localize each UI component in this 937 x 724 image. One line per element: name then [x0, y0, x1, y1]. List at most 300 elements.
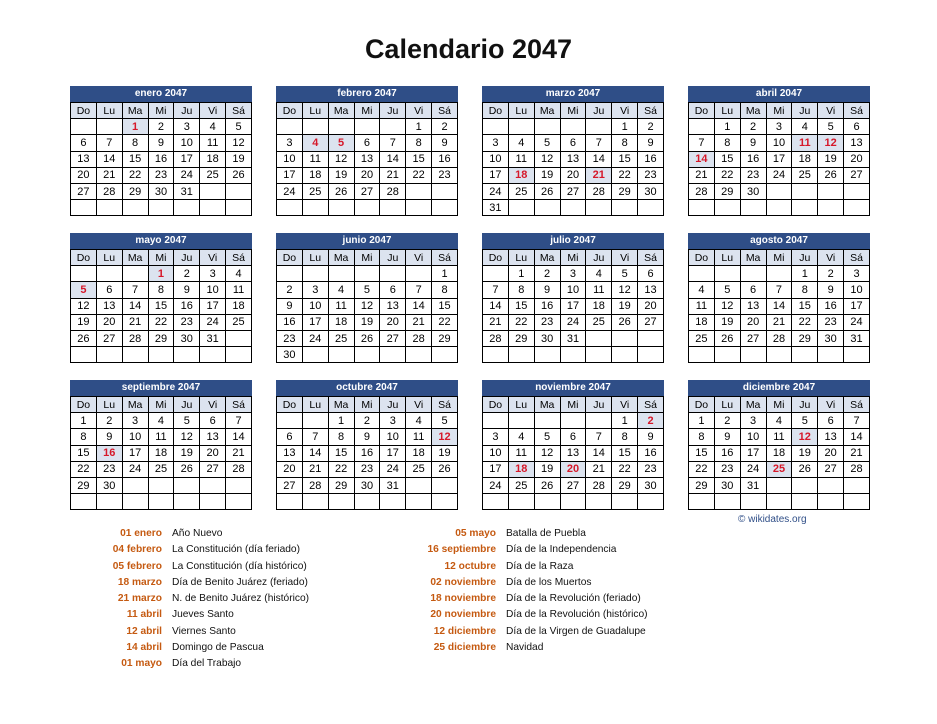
empty-cell: [534, 413, 560, 429]
day-cell: 3: [766, 119, 792, 135]
empty-cell: [792, 200, 818, 216]
day-cell: 17: [380, 445, 406, 461]
empty-cell: [200, 477, 226, 493]
holiday-date: 12 diciembre: [433, 625, 496, 637]
day-cell: 18: [302, 167, 328, 183]
day-cell: 19: [174, 445, 200, 461]
day-cell: 1: [432, 266, 458, 282]
empty-cell: [277, 494, 303, 510]
holiday-name: Batalla de Puebla: [506, 528, 586, 539]
holiday-row: [396, 528, 648, 544]
day-cell: 7: [586, 429, 612, 445]
day-cell: 21: [122, 314, 148, 330]
day-cell: 26: [354, 330, 380, 346]
empty-cell: [226, 200, 252, 216]
day-cell: 3: [200, 266, 226, 282]
day-cell: 13: [740, 298, 766, 314]
holiday-date: 01 mayo: [121, 658, 162, 670]
month-header: enero 2047: [70, 86, 252, 102]
empty-cell: [534, 494, 560, 510]
holiday-name: Día de la Revolución (feriado): [506, 593, 641, 605]
day-cell: 12: [174, 429, 200, 445]
month-table: [276, 102, 458, 216]
weekday-header: Ma: [122, 397, 148, 413]
weekday-header: Ju: [174, 397, 200, 413]
day-cell: 28: [380, 183, 406, 199]
day-cell: 6: [560, 135, 586, 151]
day-cell: 30: [174, 330, 200, 346]
day-cell: 6: [277, 429, 303, 445]
day-cell: 27: [844, 167, 870, 183]
weekday-header: Vi: [612, 397, 638, 413]
day-cell: 12: [328, 151, 354, 167]
empty-cell: [560, 494, 586, 510]
month-block: [482, 86, 664, 216]
day-cell: 8: [328, 429, 354, 445]
day-cell: 7: [844, 413, 870, 429]
day-cell: 5: [714, 282, 740, 298]
empty-cell: [483, 347, 509, 363]
day-cell: 25: [406, 461, 432, 477]
day-cell: 22: [432, 314, 458, 330]
day-cell: 19: [612, 298, 638, 314]
weekday-header: Sá: [432, 103, 458, 119]
day-cell: 3: [174, 119, 200, 135]
day-cell: 23: [174, 314, 200, 330]
day-cell: 26: [226, 167, 252, 183]
empty-cell: [612, 347, 638, 363]
day-cell: 28: [766, 330, 792, 346]
day-cell: 23: [818, 314, 844, 330]
empty-cell: [714, 347, 740, 363]
day-cell: 13: [560, 445, 586, 461]
day-cell: 2: [277, 282, 303, 298]
day-cell: 6: [844, 119, 870, 135]
day-cell: 18: [689, 314, 715, 330]
day-cell: 18: [200, 151, 226, 167]
day-cell: 5: [534, 429, 560, 445]
day-cell: 1: [71, 413, 97, 429]
empty-cell: [122, 200, 148, 216]
day-cell: 9: [714, 429, 740, 445]
day-cell: 27: [740, 330, 766, 346]
day-cell: 10: [483, 445, 509, 461]
empty-cell: [818, 477, 844, 493]
empty-cell: [792, 477, 818, 493]
day-cell: 30: [96, 477, 122, 493]
day-cell: 23: [714, 461, 740, 477]
empty-cell: [818, 347, 844, 363]
empty-cell: [406, 347, 432, 363]
empty-cell: [766, 494, 792, 510]
empty-cell: [380, 494, 406, 510]
credit-link[interactable]: © wikidates.org: [738, 514, 807, 525]
day-cell: 14: [406, 298, 432, 314]
weekday-header: Mi: [354, 103, 380, 119]
weekday-header: Ma: [328, 397, 354, 413]
day-cell: 1: [328, 413, 354, 429]
weekday-header: Ma: [534, 250, 560, 266]
month-header: marzo 2047: [482, 86, 664, 102]
day-cell: 30: [638, 183, 664, 199]
day-cell: 26: [818, 167, 844, 183]
day-cell: 20: [380, 314, 406, 330]
holiday-row: [62, 577, 309, 593]
month-block: [276, 233, 458, 363]
day-cell: 8: [71, 429, 97, 445]
month-table: [482, 102, 664, 216]
weekday-header: Mi: [766, 397, 792, 413]
weekday-header: Mi: [148, 103, 174, 119]
day-cell: 14: [766, 298, 792, 314]
holiday-list-left: [62, 528, 309, 675]
empty-cell: [122, 347, 148, 363]
empty-cell: [302, 347, 328, 363]
day-cell: 28: [96, 183, 122, 199]
empty-cell: [560, 413, 586, 429]
empty-cell: [406, 494, 432, 510]
holiday-day-cell: 1: [148, 266, 174, 282]
day-cell: 15: [508, 298, 534, 314]
weekday-header: Ju: [174, 250, 200, 266]
day-cell: 29: [612, 183, 638, 199]
holiday-name: La Constitución (día feriado): [172, 544, 300, 556]
weekday-header: Lu: [96, 250, 122, 266]
empty-cell: [792, 494, 818, 510]
day-cell: 22: [508, 314, 534, 330]
day-cell: 29: [792, 330, 818, 346]
day-cell: 15: [612, 445, 638, 461]
weekday-header: Ma: [534, 397, 560, 413]
empty-cell: [380, 266, 406, 282]
empty-cell: [432, 183, 458, 199]
day-cell: 4: [792, 119, 818, 135]
month-block: [70, 86, 252, 216]
day-cell: 10: [844, 282, 870, 298]
month-block: [70, 233, 252, 363]
weekday-header: Ju: [586, 103, 612, 119]
weekday-header: Do: [71, 103, 97, 119]
month-table: [482, 249, 664, 363]
day-cell: 7: [406, 282, 432, 298]
empty-cell: [508, 200, 534, 216]
day-cell: 20: [71, 167, 97, 183]
day-cell: 4: [328, 282, 354, 298]
day-cell: 21: [586, 461, 612, 477]
day-cell: 15: [71, 445, 97, 461]
month-header: octubre 2047: [276, 380, 458, 396]
day-cell: 24: [560, 314, 586, 330]
empty-cell: [406, 200, 432, 216]
weekday-header: Lu: [302, 250, 328, 266]
day-cell: 6: [380, 282, 406, 298]
weekday-header: Sá: [226, 397, 252, 413]
month-block: [276, 86, 458, 216]
day-cell: 6: [560, 429, 586, 445]
weekday-header: Ma: [740, 103, 766, 119]
month-block: [276, 380, 458, 510]
day-cell: 4: [689, 282, 715, 298]
weekday-header: Ju: [792, 103, 818, 119]
weekday-header: Sá: [638, 250, 664, 266]
day-cell: 21: [844, 445, 870, 461]
holiday-day-cell: 12: [792, 429, 818, 445]
empty-cell: [586, 494, 612, 510]
weekday-header: Sá: [844, 250, 870, 266]
day-cell: 29: [612, 477, 638, 493]
empty-cell: [534, 200, 560, 216]
day-cell: 19: [818, 151, 844, 167]
day-cell: 23: [638, 461, 664, 477]
day-cell: 9: [740, 135, 766, 151]
empty-cell: [586, 330, 612, 346]
day-cell: 16: [148, 151, 174, 167]
empty-cell: [638, 200, 664, 216]
day-cell: 20: [844, 151, 870, 167]
day-cell: 22: [328, 461, 354, 477]
weekday-header: Do: [483, 103, 509, 119]
weekday-header: Ma: [328, 103, 354, 119]
empty-cell: [302, 266, 328, 282]
empty-cell: [792, 347, 818, 363]
day-cell: 6: [818, 413, 844, 429]
day-cell: 21: [766, 314, 792, 330]
day-cell: 2: [354, 413, 380, 429]
empty-cell: [844, 183, 870, 199]
day-cell: 3: [302, 282, 328, 298]
day-cell: 11: [689, 298, 715, 314]
day-cell: 16: [432, 151, 458, 167]
holiday-day-cell: 18: [508, 461, 534, 477]
day-cell: 25: [200, 167, 226, 183]
day-cell: 7: [483, 282, 509, 298]
empty-cell: [96, 266, 122, 282]
day-cell: 19: [328, 167, 354, 183]
holiday-date: 14 abril: [126, 642, 162, 654]
day-cell: 5: [612, 266, 638, 282]
day-cell: 2: [714, 413, 740, 429]
day-cell: 19: [714, 314, 740, 330]
holiday-date: 05 febrero: [112, 560, 162, 572]
day-cell: 24: [174, 167, 200, 183]
empty-cell: [122, 494, 148, 510]
empty-cell: [714, 200, 740, 216]
empty-cell: [508, 119, 534, 135]
weekday-header: Sá: [844, 397, 870, 413]
empty-cell: [638, 494, 664, 510]
month-header: julio 2047: [482, 233, 664, 249]
weekday-header: Sá: [638, 397, 664, 413]
day-cell: 14: [122, 298, 148, 314]
day-cell: 20: [740, 314, 766, 330]
day-cell: 21: [380, 167, 406, 183]
day-cell: 15: [432, 298, 458, 314]
weekday-header: Do: [71, 397, 97, 413]
empty-cell: [586, 347, 612, 363]
day-cell: 9: [638, 135, 664, 151]
day-cell: 7: [380, 135, 406, 151]
month-table: [688, 249, 870, 363]
weekday-header: Lu: [714, 397, 740, 413]
day-cell: 26: [432, 461, 458, 477]
month-block: [688, 380, 870, 510]
day-cell: 5: [226, 119, 252, 135]
empty-cell: [354, 266, 380, 282]
holiday-list-right: [396, 528, 648, 658]
holiday-row: [396, 626, 648, 642]
empty-cell: [766, 477, 792, 493]
day-cell: 5: [818, 119, 844, 135]
empty-cell: [96, 200, 122, 216]
weekday-header: Sá: [432, 250, 458, 266]
day-cell: 17: [483, 167, 509, 183]
day-cell: 13: [818, 429, 844, 445]
day-cell: 8: [148, 282, 174, 298]
empty-cell: [328, 119, 354, 135]
day-cell: 9: [96, 429, 122, 445]
day-cell: 4: [148, 413, 174, 429]
day-cell: 4: [586, 266, 612, 282]
day-cell: 28: [689, 183, 715, 199]
day-cell: 22: [122, 167, 148, 183]
empty-cell: [122, 266, 148, 282]
day-cell: 19: [534, 167, 560, 183]
day-cell: 12: [354, 298, 380, 314]
day-cell: 28: [226, 461, 252, 477]
day-cell: 4: [200, 119, 226, 135]
day-cell: 21: [226, 445, 252, 461]
weekday-header: Mi: [560, 397, 586, 413]
empty-cell: [200, 347, 226, 363]
weekday-header: Do: [689, 250, 715, 266]
empty-cell: [277, 200, 303, 216]
day-cell: 10: [174, 135, 200, 151]
day-cell: 28: [586, 183, 612, 199]
empty-cell: [302, 413, 328, 429]
holiday-name: N. de Benito Juárez (histórico): [172, 593, 310, 605]
empty-cell: [302, 494, 328, 510]
day-cell: 11: [406, 429, 432, 445]
day-cell: 24: [380, 461, 406, 477]
day-cell: 2: [534, 266, 560, 282]
empty-cell: [740, 494, 766, 510]
month-table: [688, 102, 870, 216]
day-cell: 21: [302, 461, 328, 477]
day-cell: 5: [174, 413, 200, 429]
holiday-row: [62, 544, 309, 560]
holiday-name: Día de la Independencia: [506, 544, 617, 556]
empty-cell: [483, 494, 509, 510]
day-cell: 22: [406, 167, 432, 183]
day-cell: 12: [534, 151, 560, 167]
holiday-date: 05 mayo: [455, 528, 496, 539]
day-cell: 15: [406, 151, 432, 167]
day-cell: 27: [560, 183, 586, 199]
day-cell: 20: [200, 445, 226, 461]
day-cell: 9: [534, 282, 560, 298]
empty-cell: [328, 494, 354, 510]
day-cell: 14: [586, 151, 612, 167]
day-cell: 10: [483, 151, 509, 167]
weekday-header: Vi: [818, 397, 844, 413]
day-cell: 19: [226, 151, 252, 167]
holiday-day-cell: 5: [71, 282, 97, 298]
empty-cell: [174, 477, 200, 493]
day-cell: 23: [534, 314, 560, 330]
day-cell: 25: [226, 314, 252, 330]
day-cell: 14: [380, 151, 406, 167]
empty-cell: [302, 200, 328, 216]
weekday-header: Mi: [766, 103, 792, 119]
empty-cell: [432, 347, 458, 363]
day-cell: 2: [638, 119, 664, 135]
day-cell: 11: [200, 135, 226, 151]
day-cell: 11: [328, 298, 354, 314]
weekday-header: Vi: [200, 250, 226, 266]
weekday-header: Ma: [740, 397, 766, 413]
day-cell: 31: [200, 330, 226, 346]
day-cell: 31: [740, 477, 766, 493]
day-cell: 30: [277, 347, 303, 363]
day-cell: 11: [586, 282, 612, 298]
empty-cell: [148, 494, 174, 510]
holiday-date: 16 septiembre: [427, 544, 496, 556]
day-cell: 1: [508, 266, 534, 282]
day-cell: 6: [96, 282, 122, 298]
empty-cell: [226, 183, 252, 199]
day-cell: 29: [714, 183, 740, 199]
day-cell: 29: [328, 477, 354, 493]
page-title: Calendario 2047: [364, 34, 573, 64]
empty-cell: [71, 347, 97, 363]
day-cell: 20: [560, 167, 586, 183]
day-cell: 22: [612, 167, 638, 183]
empty-cell: [96, 119, 122, 135]
day-cell: 6: [740, 282, 766, 298]
month-header: septiembre 2047: [70, 380, 252, 396]
day-cell: 23: [740, 167, 766, 183]
day-cell: 25: [148, 461, 174, 477]
day-cell: 27: [818, 461, 844, 477]
day-cell: 17: [174, 151, 200, 167]
day-cell: 16: [638, 445, 664, 461]
holiday-date: 12 abril: [126, 625, 162, 637]
day-cell: 16: [534, 298, 560, 314]
day-cell: 22: [792, 314, 818, 330]
day-cell: 14: [483, 298, 509, 314]
empty-cell: [96, 494, 122, 510]
empty-cell: [226, 494, 252, 510]
day-cell: 3: [560, 266, 586, 282]
holiday-date: 20 noviembre: [430, 609, 496, 621]
weekday-header: Mi: [560, 250, 586, 266]
day-cell: 30: [818, 330, 844, 346]
day-cell: 2: [174, 266, 200, 282]
month-block: [482, 380, 664, 510]
empty-cell: [122, 477, 148, 493]
holiday-day-cell: 20: [560, 461, 586, 477]
day-cell: 30: [148, 183, 174, 199]
weekday-header: Mi: [560, 103, 586, 119]
day-cell: 16: [277, 314, 303, 330]
day-cell: 20: [96, 314, 122, 330]
empty-cell: [689, 266, 715, 282]
empty-cell: [534, 347, 560, 363]
day-cell: 18: [586, 298, 612, 314]
day-cell: 24: [122, 461, 148, 477]
day-cell: 24: [277, 183, 303, 199]
empty-cell: [328, 347, 354, 363]
